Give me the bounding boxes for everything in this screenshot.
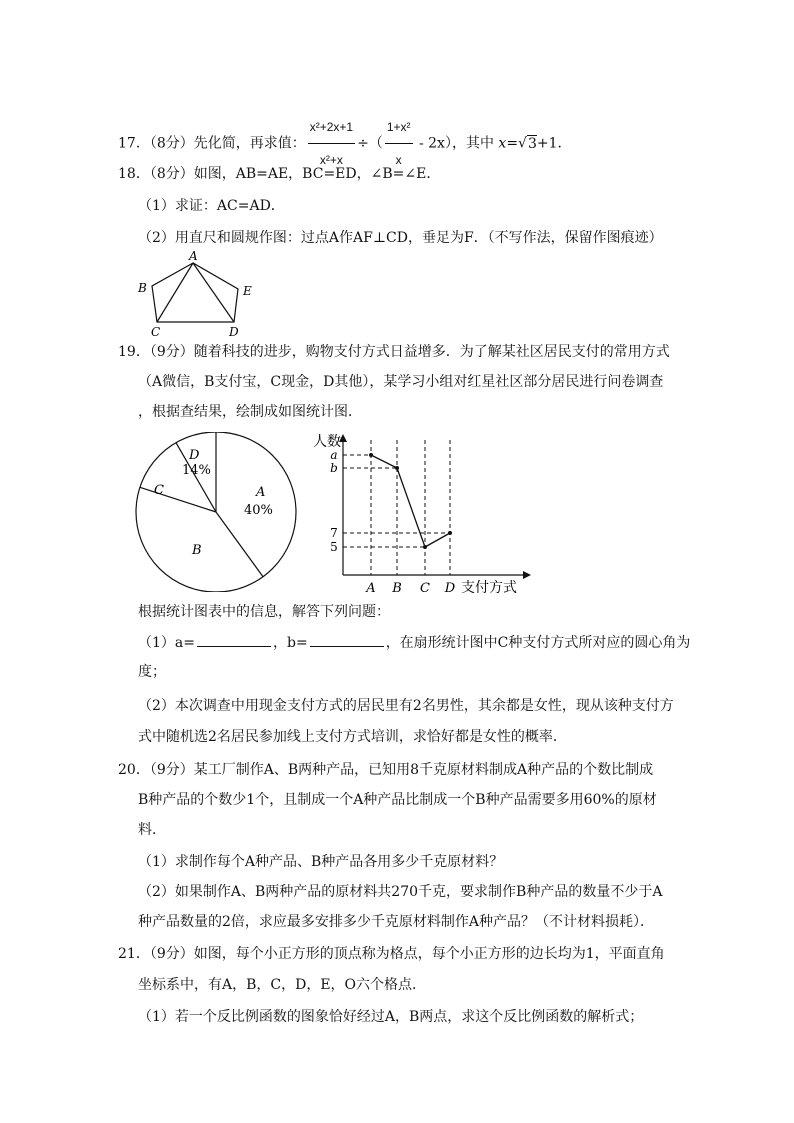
q21-line-2: 坐标系中，有A，B，C，D，E，O六个格点． [138, 977, 427, 993]
label-A: A [189, 249, 198, 263]
q17-head: 17．（8分）先化简，再求值： [118, 135, 306, 152]
q19-line-2: （A微信，B支付宝，C现金，D其他），某学习小组对红星社区部分居民进行问卷调查 [138, 374, 664, 390]
q17-frac2-denominator: x [395, 153, 402, 167]
q18-sub-1: （1）求证：AC=AD． [138, 198, 285, 214]
q17-tail-3: +1． [536, 135, 572, 152]
pie-percent-D: 14% [182, 463, 211, 478]
q19-sub1-b: ，b= [272, 635, 308, 651]
pentagon-outline [152, 263, 238, 322]
answer-blank-b[interactable] [310, 632, 384, 647]
q17-sqrt-symbol: √ [518, 135, 527, 152]
point-C [423, 545, 427, 549]
label-C: C [151, 325, 161, 338]
q17-tail-var: x [498, 135, 507, 152]
q19-intro: 根据统计图表中的信息，解答下列问题： [138, 604, 390, 620]
pie-label-B: B [192, 543, 202, 558]
pie-percent-A: 40% [244, 503, 273, 518]
q20-sub-1: （1）求制作每个A种产品、B种产品各用多少千克原材料？ [138, 854, 504, 870]
y-tick-5: 5 [330, 540, 338, 554]
q18-sub-2: （2）用直尺和圆规作图：过点A作AF⊥CD，垂足为F．（不写作法，保留作图痕迹） [138, 230, 663, 246]
q20-line-1: 20．（9分）某工厂制作A、B两种产品，已知用8千克原材料制成A种产品的个数比制成 [118, 762, 654, 778]
q17-sqrt-arg: 3 [527, 135, 537, 152]
label-B: B [138, 281, 147, 295]
q20-sub-2a: （2）如果制作A、B两种产品的原材料共270千克，要求制作B种产品的数量不少于A [138, 884, 663, 900]
y-axis-title: 人数 [313, 434, 341, 450]
answer-blank-a[interactable] [197, 632, 271, 647]
segment-AC [157, 263, 193, 322]
q17-divide: ÷（ [357, 135, 383, 152]
q18-pentagon-figure [130, 248, 260, 338]
y-tick-a: a [330, 448, 338, 462]
q21-line-1: 21．（9分）如图，每个小正方形的顶点称为格点，每个小正方形的边长均为1，平面直角 [118, 946, 665, 962]
q17-frac1-numerator: x²+2x+1 [308, 112, 355, 144]
q19-sub-2b: 式中随机选2名居民参加线上支付方式培训，求恰好都是女性的概率． [138, 729, 567, 745]
x-tick-C: C [420, 581, 430, 596]
point-A [369, 453, 373, 457]
series-line [371, 455, 450, 547]
q17-tail-1: - 2x），其中 [414, 135, 499, 152]
q19-sub1-a: （1）a= [138, 635, 195, 651]
pie-label-A: A [256, 485, 266, 500]
q19-sub1-c: ，在扇形统计图中C种支付方式所对应的圆心角为 [385, 635, 691, 651]
q19-sub-2a: （2）本次调查中用现金支付方式的居民里有2名男性，其余都是女性，现从该种支付方 [138, 698, 674, 714]
pie-chart [134, 432, 304, 592]
point-D [448, 531, 452, 535]
x-axis-arrow [523, 571, 531, 579]
q18-line-1: 18．（8分）如图，AB=AE，BC=ED，∠B=∠E． [118, 166, 441, 182]
x-tick-B: B [392, 581, 402, 596]
label-D: D [229, 325, 239, 338]
x-tick-D: D [444, 581, 456, 596]
q19-line-1: 19．（9分）随着科技的进步，购物支付方式日益增多．为了解某社区居民支付的常用方式 [118, 344, 670, 360]
pie-divider-1 [216, 512, 263, 577]
q21-sub-1: （1）若一个反比例函数的图象恰好经过A，B两点，求这个反比例函数的解析式； [138, 1009, 644, 1025]
segment-AD [193, 263, 234, 322]
y-tick-7: 7 [330, 526, 338, 540]
pie-label-C: C [154, 483, 164, 498]
label-E: E [243, 284, 252, 298]
pie-label-D: D [189, 448, 200, 463]
q19-sub-1-cont: 度； [138, 664, 166, 680]
y-tick-b: b [330, 461, 338, 475]
q19-sub-1 [138, 632, 690, 653]
q17-frac1-denominator: x²+x [319, 153, 343, 167]
point-B [395, 466, 399, 470]
q17-tail-2: = [506, 135, 519, 152]
line-chart [305, 430, 535, 600]
q20-line-2: B种产品的个数少1个，且制成一个A种产品比制成一个B种产品需要多用60%的原材 [138, 792, 657, 808]
q17-frac2-numerator: 1+x² [385, 112, 413, 144]
q20-line-3: 料． [138, 822, 166, 838]
q20-sub-2b: 种产品数量的2倍，求应最多安排多少千克原材料制作A种产品？（不计材料损耗）． [138, 914, 655, 930]
q19-line-3: ，根据查结果，绘制成如图统计图． [138, 404, 362, 420]
x-tick-A: A [366, 581, 376, 596]
x-axis-title: 支付方式 [461, 580, 517, 596]
pie-divider-2 [140, 487, 216, 512]
